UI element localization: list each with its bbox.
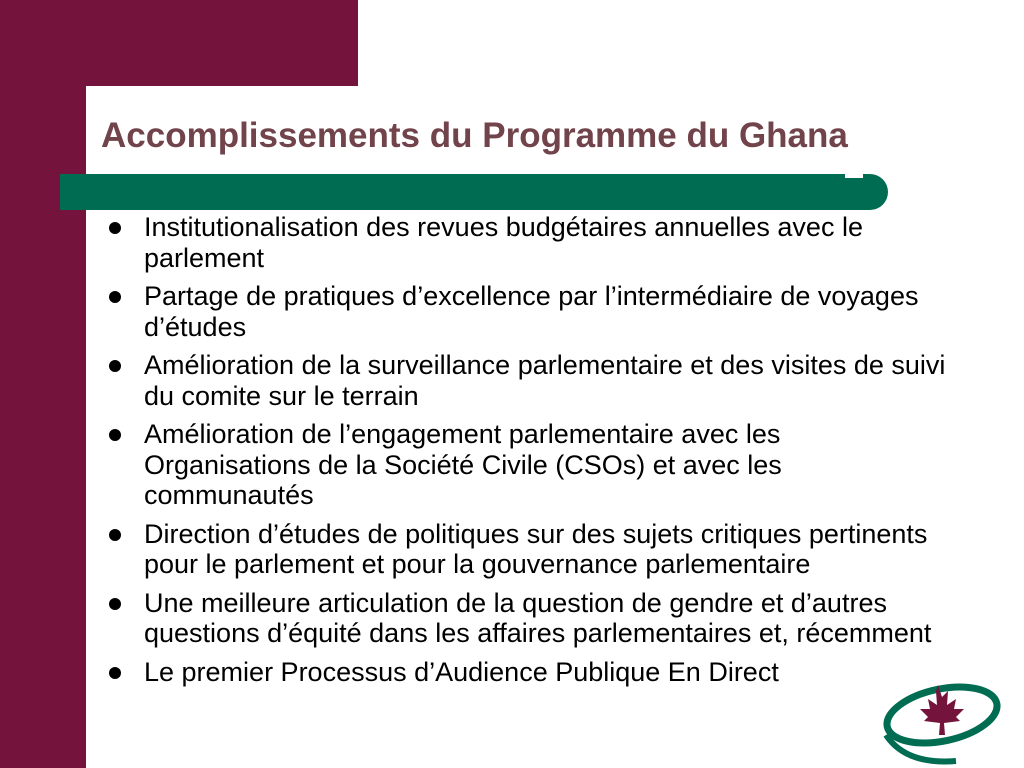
bullet-item: [104, 588, 954, 649]
bullet-item: [104, 657, 954, 688]
maple-leaf-logo-icon: [876, 675, 1006, 768]
maroon-side-band: [0, 0, 86, 768]
title-underline-bar: [60, 174, 888, 210]
slide-title: Accomplissements du Programme du Ghana: [101, 116, 848, 155]
bullet-text: Partage de pratiques d’excellence par l’intermédiaire de voyages d’études: [144, 281, 919, 342]
bullet-item: [104, 419, 954, 511]
bullet-list: [104, 212, 954, 695]
bullet-dot-icon: [109, 222, 121, 234]
bullet-text: Amélioration de l’engagement parlementaire avec les Organisations de la Société Civile (CSOs) et avec les communautés: [144, 419, 782, 510]
bullet-dot-icon: [109, 360, 121, 372]
bullet-dot-icon: [109, 429, 121, 441]
bullet-text: Direction d’études de politiques sur des sujets critiques pertinents pour le parlement et pour la gouvernance parlementaire: [144, 518, 928, 579]
title-underline-notch: [845, 174, 863, 178]
bullet-text: Le premier Processus d’Audience Publique En Direct: [144, 656, 779, 687]
bullet-text: Institutionalisation des revues budgétaires annuelles avec le parlement: [144, 212, 863, 273]
bullet-item: [104, 350, 954, 411]
bullet-item: [104, 519, 954, 580]
bullet-item: [104, 281, 954, 342]
bullet-dot-icon: [109, 291, 121, 303]
bullet-dot-icon: [109, 667, 121, 679]
bullet-item: [104, 212, 954, 273]
bullet-text: Amélioration de la surveillance parlementaire et des visites de suivi du comite sur le terrain: [144, 350, 946, 411]
bullet-dot-icon: [109, 598, 121, 610]
bullet-dot-icon: [109, 529, 121, 541]
bullet-text: Une meilleure articulation de la question de gendre et d’autres questions d’équité dans les affaires parlementaires et, récemment: [144, 587, 932, 648]
